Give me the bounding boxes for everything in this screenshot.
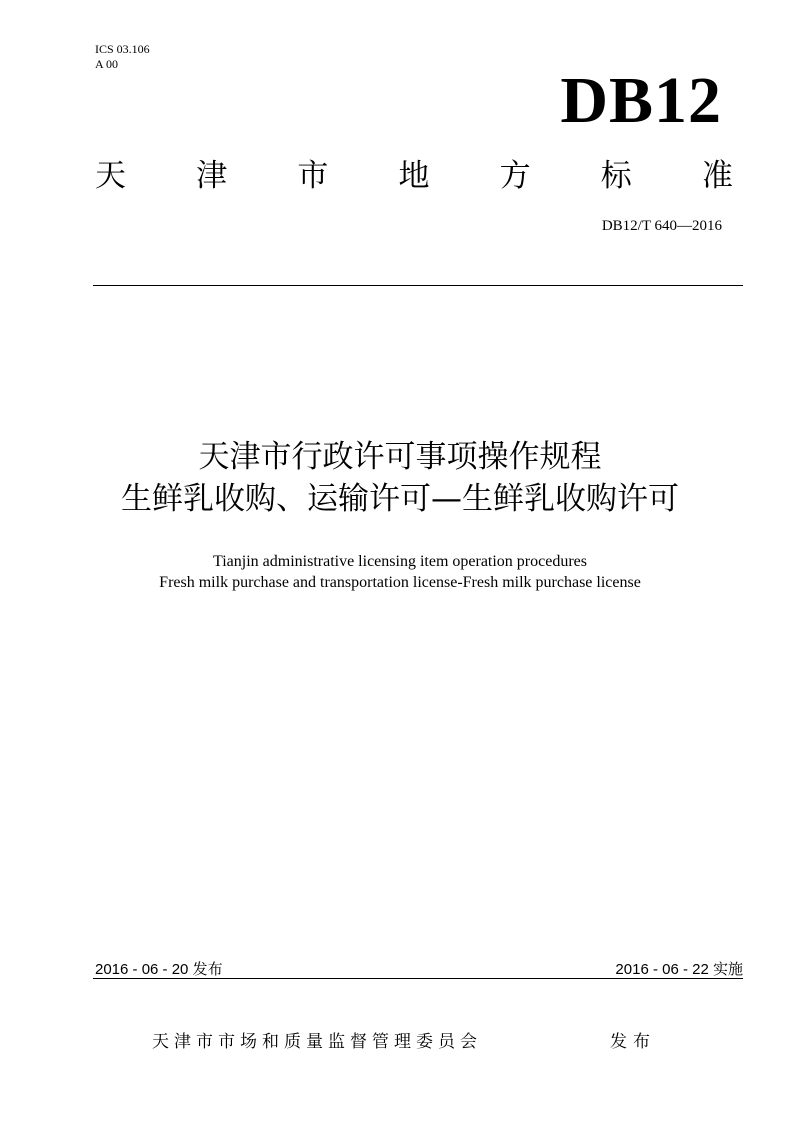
standard-logo: DB12: [560, 64, 722, 137]
header-divider: [93, 285, 743, 286]
standard-type-heading: [95, 156, 733, 196]
english-title-line-1: Tianjin administrative licensing item operation procedures: [213, 553, 587, 570]
standard-type-char: 准: [701, 158, 733, 194]
standard-type-char: 方: [499, 158, 531, 194]
publisher-name: 天津市市场和质量监督管理委员会: [152, 1032, 482, 1052]
english-title-line-2: Fresh milk purchase and transportation license-Fresh milk purchase license: [159, 574, 641, 591]
standard-type-char: 天: [95, 158, 126, 194]
chinese-title: [0, 436, 800, 520]
chinese-title-line-2: 生鲜乳收购、运输许可—生鲜乳收购许可: [121, 481, 679, 517]
english-title: [0, 551, 800, 593]
standard-number: DB12/T 640—2016: [601, 218, 722, 234]
standard-type-char: 标: [600, 158, 632, 194]
footer-divider: [93, 978, 743, 979]
standard-type-char: 市: [297, 158, 329, 194]
ics-code: ICS 03.106: [95, 42, 150, 56]
issue-date: 2016 - 06 - 20 发布: [95, 961, 223, 978]
classification-codes: [95, 42, 150, 72]
publish-label: 发布: [610, 1032, 656, 1052]
standard-type-char: 津: [196, 158, 228, 194]
ccs-code: A 00: [95, 57, 119, 71]
chinese-title-line-1: 天津市行政许可事项操作规程: [198, 439, 602, 475]
implementation-date: 2016 - 06 - 22 实施: [615, 961, 743, 978]
standard-type-char: 地: [398, 158, 430, 194]
